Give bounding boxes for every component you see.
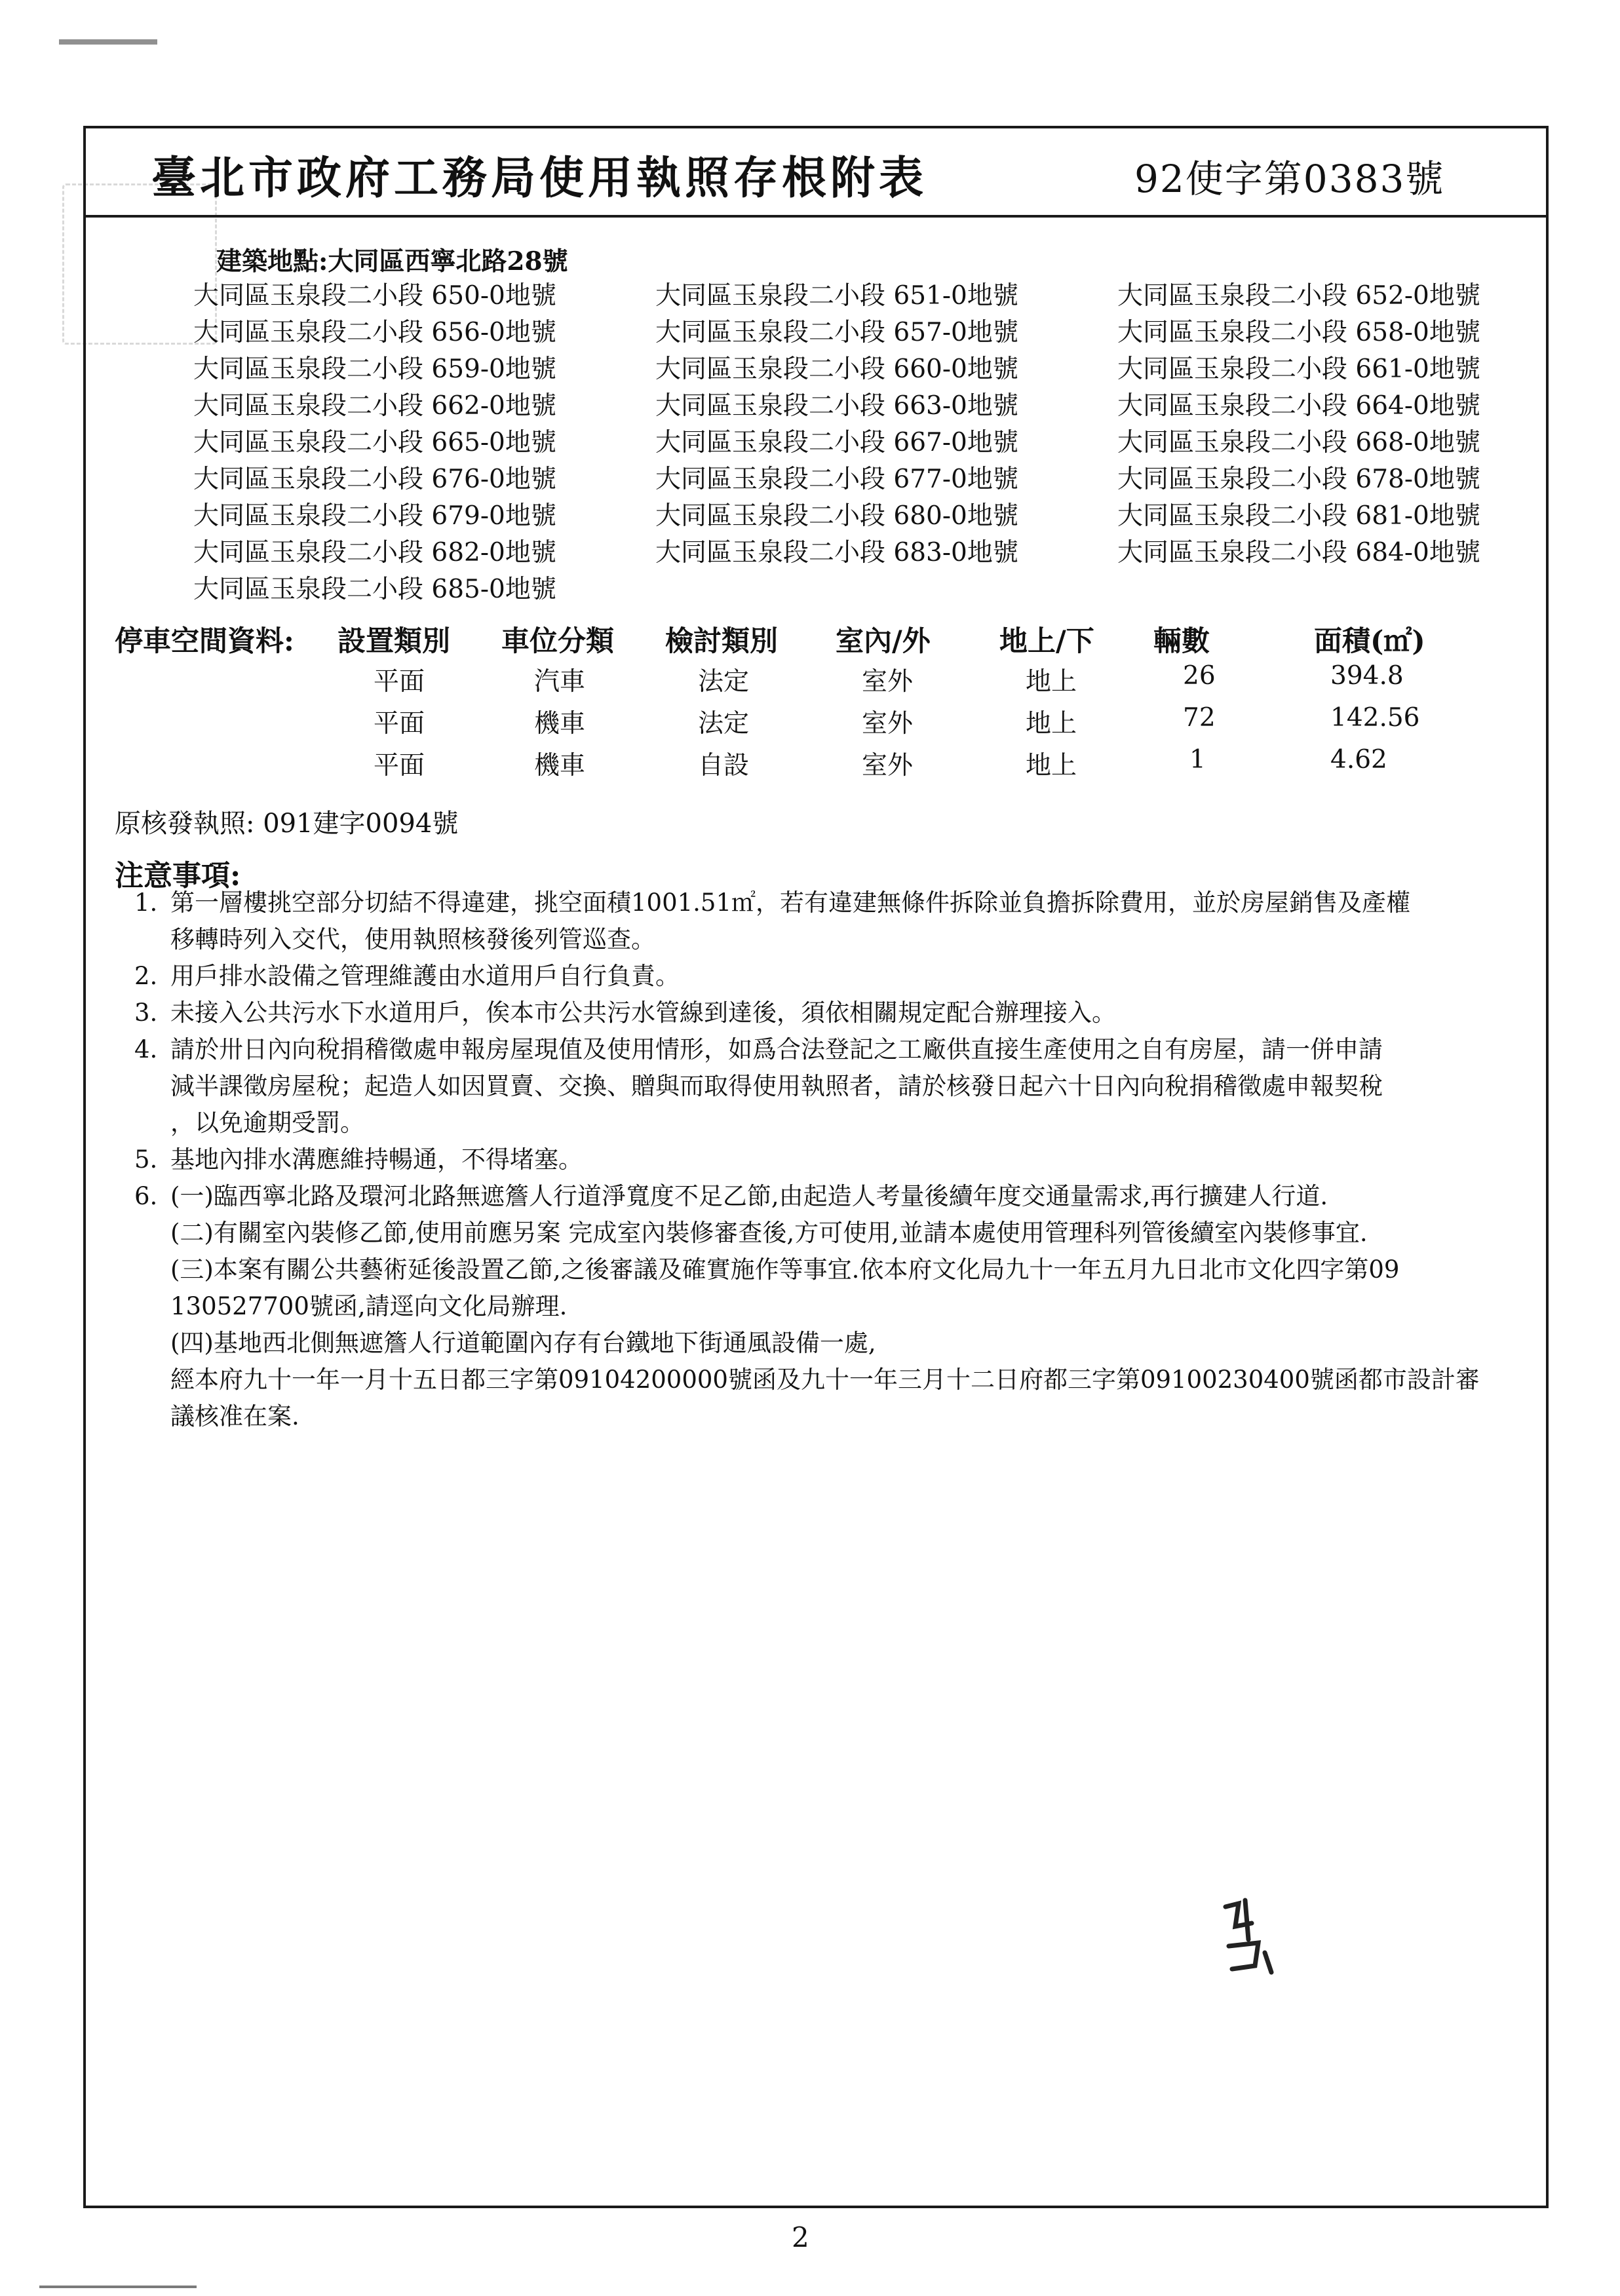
parking-cell: 地上 bbox=[1026, 667, 1077, 697]
scan-artifact bbox=[59, 39, 157, 45]
parking-cell: 自設 bbox=[698, 751, 750, 780]
parking-row bbox=[115, 703, 1491, 745]
note-number: 6. bbox=[134, 1182, 158, 1210]
parking-row bbox=[115, 745, 1491, 787]
parking-cell: 4.62 bbox=[1330, 745, 1387, 775]
note-number: 2. bbox=[134, 962, 158, 990]
header-row bbox=[86, 128, 1546, 218]
parking-cell: 26 bbox=[1183, 661, 1216, 691]
parking-cell: 機車 bbox=[534, 751, 586, 780]
note-item bbox=[134, 1178, 1517, 1215]
lot-item: 大同區玉泉段二小段 681-0地號 bbox=[1117, 501, 1480, 531]
lot-row bbox=[193, 569, 1530, 605]
lot-item: 大同區玉泉段二小段 660-0地號 bbox=[655, 354, 1018, 384]
parking-header-cell: 車位分類 bbox=[501, 625, 614, 658]
note-subitem-text: (四)基地西北側無遮簷人行道範圍內存有台鐵地下街通風設備一處, 經本府九十一年一月十五日都三字第09104200000號函及九十一年三月十二日府都三字第09100230400號函都市設計審 議核准在案. bbox=[170, 1329, 1480, 1430]
lot-row bbox=[193, 275, 1530, 312]
lot-item: 大同區玉泉段二小段 661-0地號 bbox=[1117, 354, 1480, 384]
lot-item: 大同區玉泉段二小段 683-0地號 bbox=[655, 538, 1018, 567]
parking-cell: 室外 bbox=[862, 751, 914, 780]
signature-mark bbox=[1212, 1887, 1284, 1985]
lot-item: 大同區玉泉段二小段 656-0地號 bbox=[193, 318, 556, 347]
lot-item: 大同區玉泉段二小段 662-0地號 bbox=[193, 391, 556, 421]
original-permit: 原核發執照: 091建字0094號 bbox=[115, 809, 459, 839]
page-number: 2 bbox=[792, 2221, 809, 2253]
parking-cell: 室外 bbox=[862, 667, 914, 697]
note-number: 1. bbox=[134, 889, 158, 917]
parking-cell: 142.56 bbox=[1330, 703, 1420, 733]
note-subitem bbox=[134, 1215, 1517, 1252]
parking-header-row bbox=[115, 619, 1491, 661]
note-text: 未接入公共污水下水道用戶，俟本市公共污水管線到達後，須依相關規定配合辦理接入。 bbox=[170, 999, 1116, 1027]
parking-cell: 法定 bbox=[698, 709, 750, 738]
lot-item: 大同區玉泉段二小段 658-0地號 bbox=[1117, 318, 1480, 347]
note-number: 5. bbox=[134, 1145, 158, 1174]
lot-row bbox=[193, 312, 1530, 349]
parking-cell: 地上 bbox=[1026, 709, 1077, 738]
parking-header-cell: 輛數 bbox=[1153, 625, 1210, 658]
site-address: 大同區西寧北路28號 bbox=[328, 246, 568, 277]
parking-table bbox=[115, 619, 1491, 787]
parking-row bbox=[115, 661, 1491, 703]
parking-cell: 平面 bbox=[374, 751, 425, 780]
note-subitem bbox=[134, 1325, 1517, 1435]
lot-item: 大同區玉泉段二小段 657-0地號 bbox=[655, 318, 1018, 347]
scan-artifact bbox=[39, 2286, 197, 2288]
parking-cell: 1 bbox=[1189, 745, 1206, 775]
note-item bbox=[134, 1031, 1517, 1141]
note-subitem bbox=[134, 1252, 1517, 1325]
lot-item: 大同區玉泉段二小段 668-0地號 bbox=[1117, 428, 1480, 457]
note-text: 請於卅日內向稅捐稽徵處申報房屋現值及使用情形，如爲合法登記之工廠供直接生產使用之自有房屋，請一併申請 減半課徵房屋稅；起造人如因買賣、交換、贈與而取得使用執照者，請於核發日起六十日內向稅捐稽徵處申報契稅 ，以免逾期受罰。 bbox=[170, 1035, 1383, 1137]
lot-item: 大同區玉泉段二小段 659-0地號 bbox=[193, 354, 556, 384]
site-address-line bbox=[216, 241, 568, 278]
parking-cell: 地上 bbox=[1026, 751, 1077, 780]
parking-cell: 平面 bbox=[374, 709, 425, 738]
lot-item: 大同區玉泉段二小段 684-0地號 bbox=[1117, 538, 1480, 567]
parking-cell: 平面 bbox=[374, 667, 425, 697]
lot-item: 大同區玉泉段二小段 679-0地號 bbox=[193, 501, 556, 531]
lot-item: 大同區玉泉段二小段 651-0地號 bbox=[655, 281, 1018, 311]
parking-cell: 72 bbox=[1183, 703, 1216, 733]
parking-cell: 法定 bbox=[698, 667, 750, 697]
note-subitem-text: (二)有關室內裝修乙節,使用前應另案 完成室內裝修審查後,方可使用,並請本處使用管理科列管後續室內裝修事宜. bbox=[170, 1219, 1368, 1247]
parking-header-cell: 室內/外 bbox=[836, 625, 931, 658]
note-text: 基地內排水溝應維持暢通，不得堵塞。 bbox=[170, 1145, 583, 1174]
lot-row bbox=[193, 495, 1530, 532]
note-item bbox=[134, 958, 1517, 995]
parking-cell: 室外 bbox=[862, 709, 914, 738]
lot-item: 大同區玉泉段二小段 665-0地號 bbox=[193, 428, 556, 457]
page-title: 臺北市政府工務局使用執照存根附表 bbox=[151, 152, 928, 204]
lot-item: 大同區玉泉段二小段 650-0地號 bbox=[193, 281, 556, 311]
lot-item: 大同區玉泉段二小段 676-0地號 bbox=[193, 465, 556, 494]
parking-cell: 394.8 bbox=[1330, 661, 1404, 691]
lot-item: 大同區玉泉段二小段 663-0地號 bbox=[655, 391, 1018, 421]
parking-cell: 汽車 bbox=[534, 667, 586, 697]
note-text: 第一層樓挑空部分切結不得違建，挑空面積1001.51㎡，若有違建無條件拆除並負擔拆除費用，並於房屋銷售及產權 移轉時列入交代，使用執照核發後列管巡查。 bbox=[170, 889, 1411, 953]
notes-title: 注意事項: bbox=[115, 859, 241, 892]
lot-item: 大同區玉泉段二小段 667-0地號 bbox=[655, 428, 1018, 457]
lot-row bbox=[193, 459, 1530, 495]
lot-item: 大同區玉泉段二小段 664-0地號 bbox=[1117, 391, 1480, 421]
lot-item: 大同區玉泉段二小段 678-0地號 bbox=[1117, 465, 1480, 494]
note-item bbox=[134, 1141, 1517, 1178]
lot-row bbox=[193, 385, 1530, 422]
lot-item: 大同區玉泉段二小段 682-0地號 bbox=[193, 538, 556, 567]
lot-item: 大同區玉泉段二小段 680-0地號 bbox=[655, 501, 1018, 531]
note-number: 3. bbox=[134, 999, 158, 1027]
lot-row bbox=[193, 422, 1530, 459]
note-text: (一)臨西寧北路及環河北路無遮簷人行道淨寬度不足乙節,由起造人考量後續年度交通量需求,再行擴建人行道. bbox=[170, 1182, 1328, 1210]
site-label: 建築地點: bbox=[216, 246, 328, 277]
parking-header-cell: 面積(㎡) bbox=[1314, 625, 1425, 658]
lot-item: 大同區玉泉段二小段 677-0地號 bbox=[655, 465, 1018, 494]
lot-item: 大同區玉泉段二小段 685-0地號 bbox=[193, 575, 556, 604]
permit-number: 92使字第0383號 bbox=[1134, 157, 1445, 201]
lot-item: 大同區玉泉段二小段 652-0地號 bbox=[1117, 281, 1480, 311]
parking-label: 停車空間資料: bbox=[115, 625, 294, 658]
parking-header-cell: 地上/下 bbox=[999, 625, 1094, 658]
lot-row bbox=[193, 349, 1530, 385]
note-subitem-text: (三)本案有關公共藝術延後設置乙節,之後審議及確實施作等事宜.依本府文化局九十一年五月九日北市文化四字第09 130527700號函,請逕向文化局辦理. bbox=[170, 1255, 1400, 1320]
parking-header-cell: 檢討類別 bbox=[665, 625, 778, 658]
note-text: 用戶排水設備之管理維護由水道用戶自行負責。 bbox=[170, 962, 680, 990]
notes-list bbox=[134, 885, 1517, 1435]
note-item bbox=[134, 885, 1517, 958]
note-item bbox=[134, 995, 1517, 1031]
parking-header-cell: 設置類別 bbox=[338, 625, 450, 658]
parking-cell: 機車 bbox=[534, 709, 586, 738]
note-number: 4. bbox=[134, 1035, 158, 1063]
lot-row bbox=[193, 532, 1530, 569]
lot-list bbox=[193, 275, 1530, 605]
